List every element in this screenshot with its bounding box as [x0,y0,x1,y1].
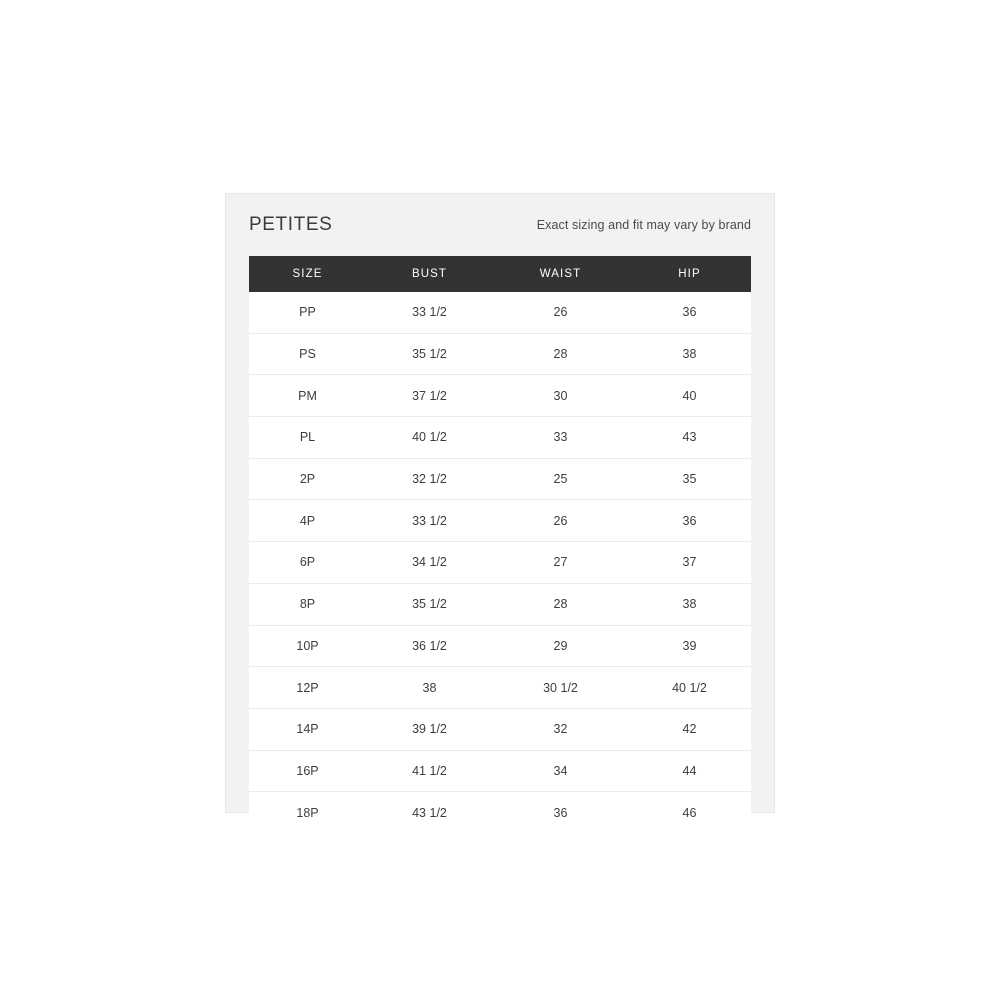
cell-bust: 43 1/2 [366,792,493,833]
size-table-wrapper [249,256,751,833]
cell-hip: 39 [628,625,751,667]
cell-waist: 26 [493,292,628,333]
cell-bust: 33 1/2 [366,292,493,333]
cell-waist: 29 [493,625,628,667]
table-header-row [249,256,751,292]
cell-size: 16P [249,750,366,792]
cell-bust: 40 1/2 [366,417,493,459]
cell-waist: 36 [493,792,628,833]
table-row [249,708,751,750]
table-row [249,625,751,667]
cell-bust: 33 1/2 [366,500,493,542]
cell-hip: 40 1/2 [628,667,751,709]
cell-bust: 32 1/2 [366,458,493,500]
cell-size: 4P [249,500,366,542]
cell-waist: 28 [493,583,628,625]
cell-waist: 25 [493,458,628,500]
cell-waist: 30 [493,375,628,417]
cell-size: 8P [249,583,366,625]
cell-size: PP [249,292,366,333]
table-row [249,583,751,625]
cell-waist: 34 [493,750,628,792]
cell-bust: 36 1/2 [366,625,493,667]
cell-bust: 38 [366,667,493,709]
cell-size: PS [249,333,366,375]
table-row [249,333,751,375]
cell-waist: 30 1/2 [493,667,628,709]
size-table [249,256,751,833]
cell-bust: 34 1/2 [366,542,493,584]
cell-size: 18P [249,792,366,833]
cell-size: 14P [249,708,366,750]
card-header [226,194,774,256]
cell-hip: 35 [628,458,751,500]
table-row [249,792,751,833]
cell-waist: 26 [493,500,628,542]
cell-size: 6P [249,542,366,584]
cell-hip: 37 [628,542,751,584]
cell-waist: 28 [493,333,628,375]
table-body [249,292,751,833]
column-header-hip: HIP [628,256,751,292]
cell-bust: 39 1/2 [366,708,493,750]
cell-hip: 44 [628,750,751,792]
table-row [249,375,751,417]
sizing-disclaimer: Exact sizing and fit may vary by brand [536,217,751,232]
cell-hip: 40 [628,375,751,417]
cell-waist: 27 [493,542,628,584]
size-chart-card [225,193,775,820]
column-header-size: SIZE [249,256,366,292]
cell-size: 2P [249,458,366,500]
cell-size: PL [249,417,366,459]
cell-bust: 35 1/2 [366,583,493,625]
cell-size: 12P [249,667,366,709]
table-row [249,667,751,709]
cell-waist: 32 [493,708,628,750]
table-row [249,292,751,333]
table-row [249,417,751,459]
page-title: PETITES [249,214,333,235]
table-row [249,458,751,500]
cell-hip: 42 [628,708,751,750]
cell-waist: 33 [493,417,628,459]
cell-hip: 43 [628,417,751,459]
column-header-bust: BUST [366,256,493,292]
table-row [249,542,751,584]
cell-hip: 46 [628,792,751,833]
column-header-waist: WAIST [493,256,628,292]
cell-hip: 36 [628,292,751,333]
cell-hip: 38 [628,333,751,375]
cell-bust: 41 1/2 [366,750,493,792]
cell-size: 10P [249,625,366,667]
table-row [249,750,751,792]
table-row [249,500,751,542]
cell-size: PM [249,375,366,417]
cell-bust: 35 1/2 [366,333,493,375]
cell-hip: 36 [628,500,751,542]
cell-hip: 38 [628,583,751,625]
table-header [249,256,751,292]
cell-bust: 37 1/2 [366,375,493,417]
